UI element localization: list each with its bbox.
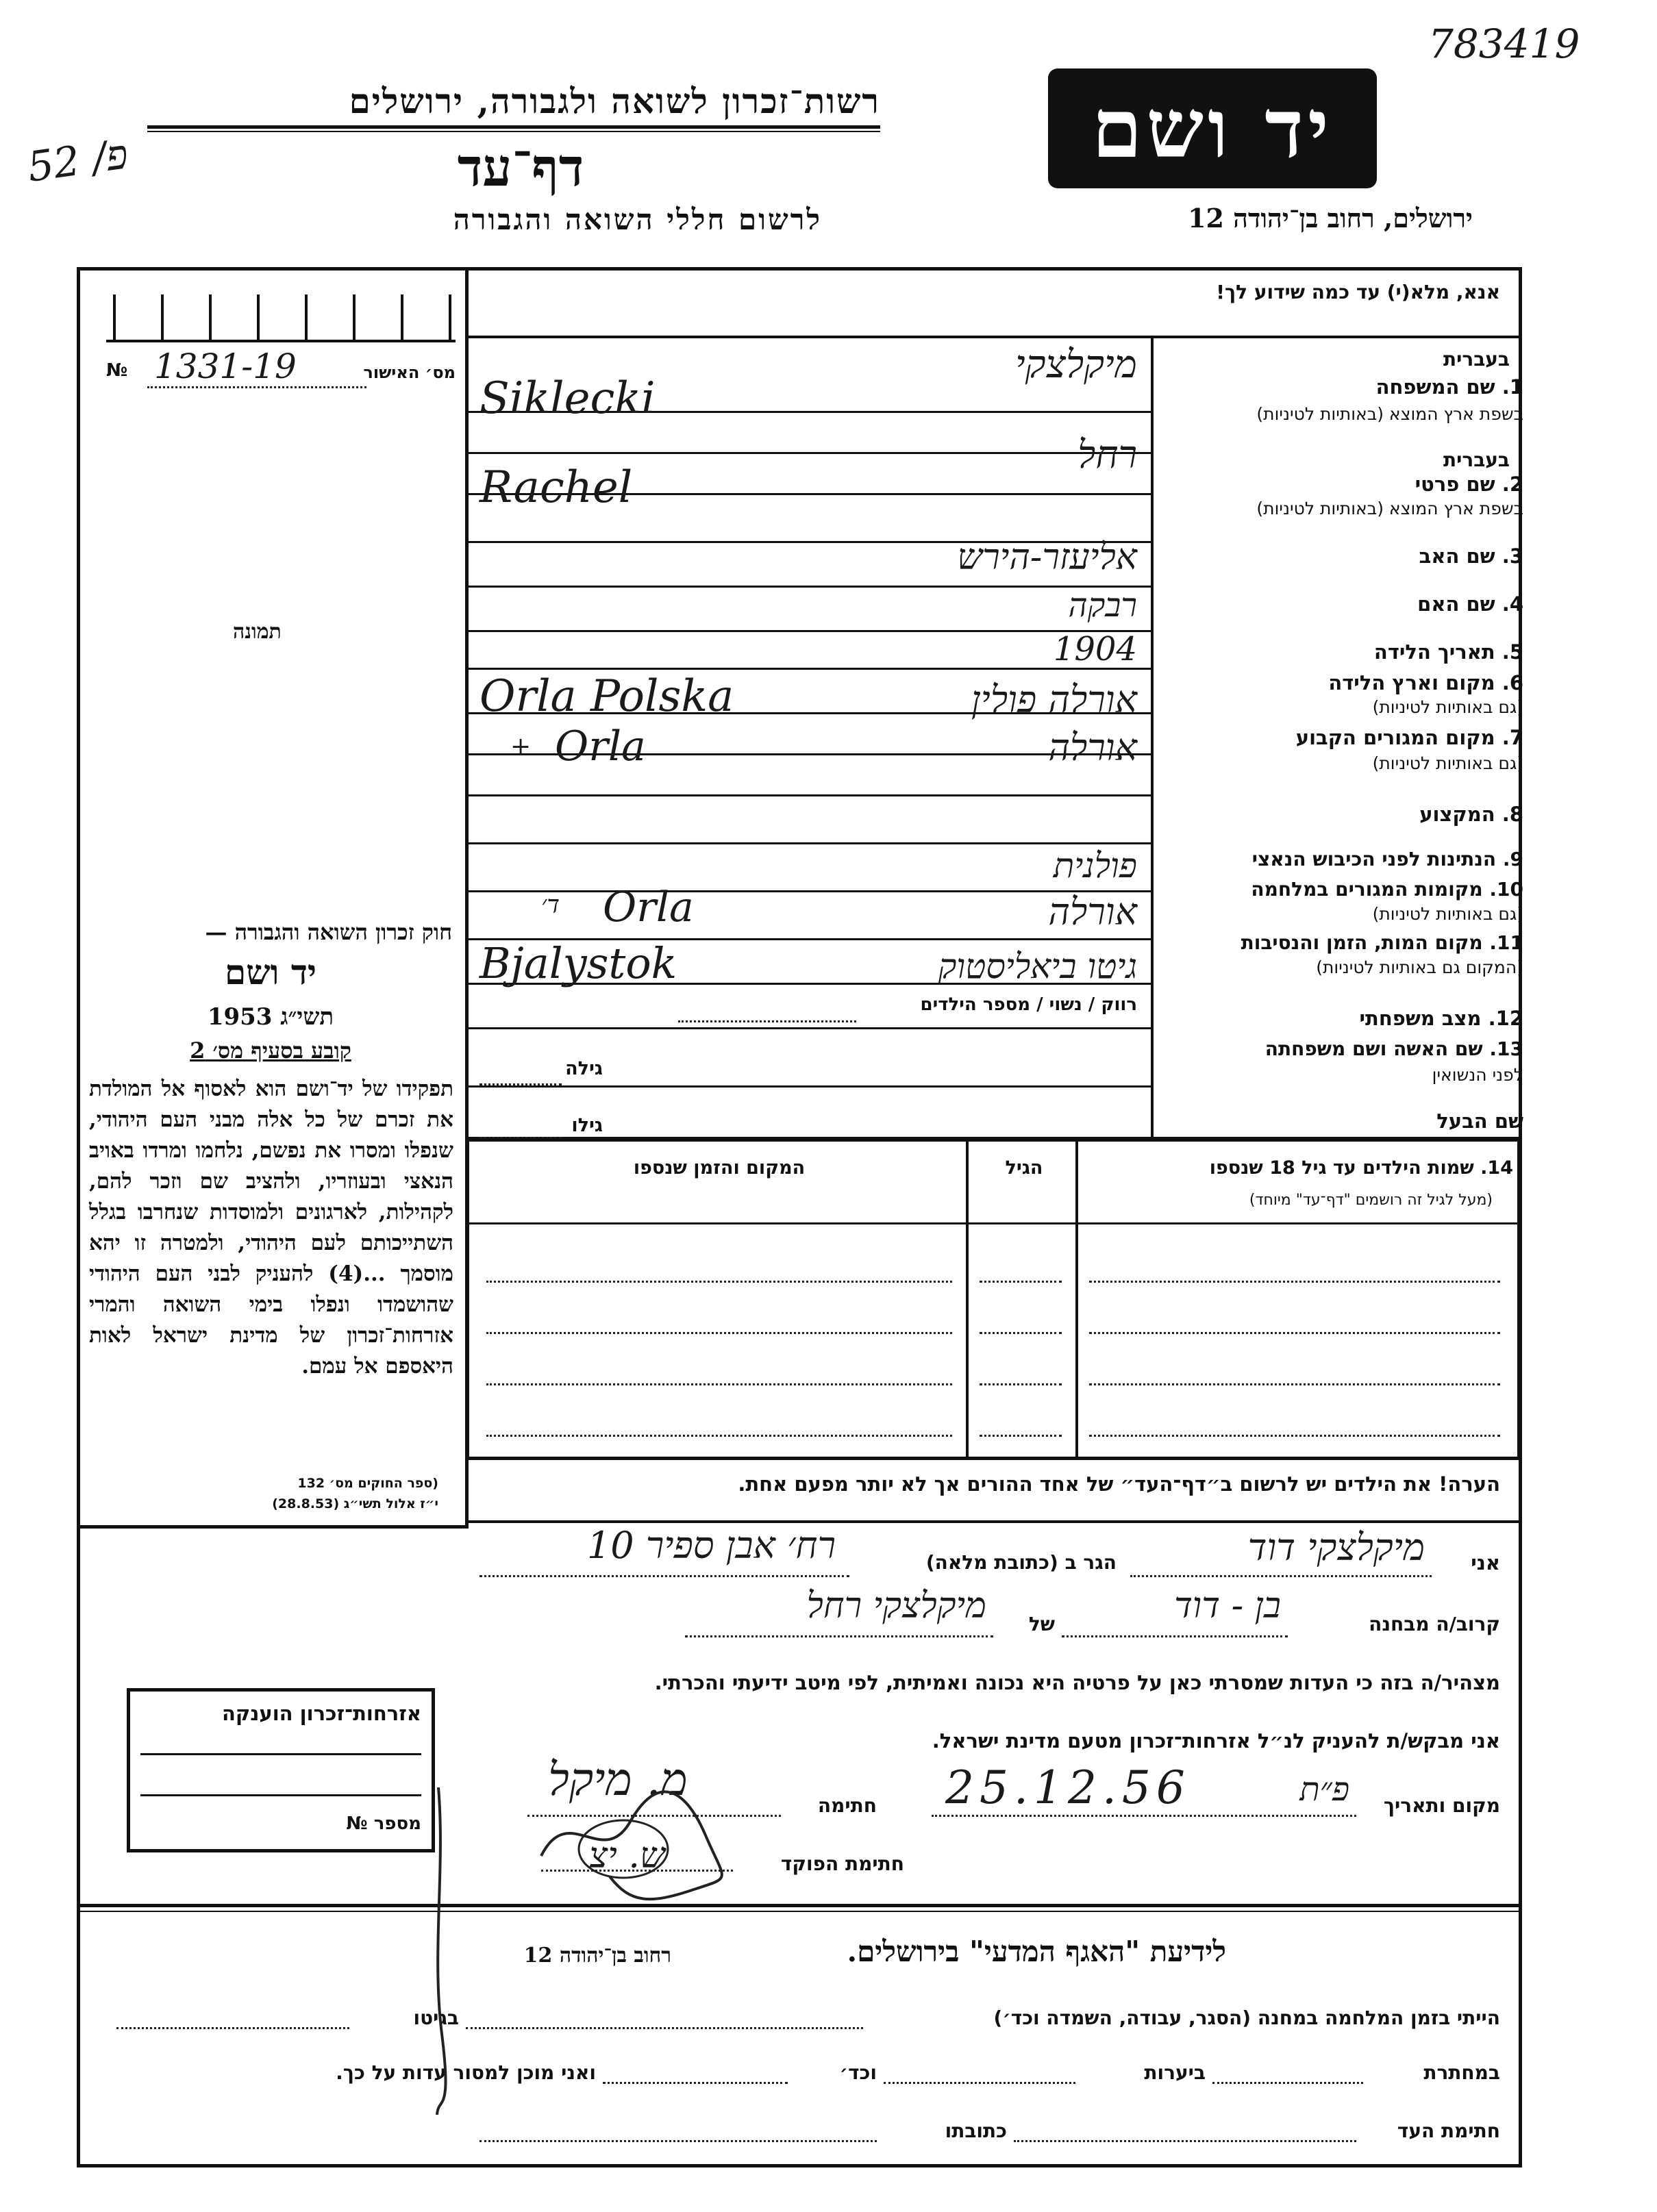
children-sub: (מעל לגיל זה רושמים "דף־עד" מיוחד) bbox=[1249, 1192, 1493, 1209]
field-12-name: מצב משפחתי bbox=[1359, 1007, 1482, 1030]
registration-number: 1331-19 bbox=[154, 347, 297, 386]
field-10-label bbox=[1251, 878, 1523, 901]
field-12-num: 12. bbox=[1488, 1007, 1523, 1030]
husband-age-label: גילו bbox=[571, 1115, 603, 1136]
pen-stroke-svg bbox=[418, 1787, 459, 2116]
field-13-name: שם האשה ושם משפחתה bbox=[1264, 1038, 1483, 1060]
victim-name: מיקלצקי רחל bbox=[806, 1585, 986, 1626]
law-source-2: י״ז אלול תשי״ג (28.8.53) bbox=[272, 1496, 438, 1511]
field-8-num: 8. bbox=[1502, 803, 1523, 826]
birthplace-latin: Orla Polska bbox=[479, 671, 734, 722]
birthplace-hebrew: אורלה פולין bbox=[971, 678, 1137, 721]
field-8-label bbox=[1419, 803, 1523, 826]
field-2-label bbox=[1415, 473, 1523, 496]
registration-number-row bbox=[106, 347, 456, 386]
field-3-num: 3. bbox=[1502, 544, 1523, 568]
field-9-num: 9. bbox=[1502, 848, 1523, 870]
field-6-sub: (גם באותיות לטיניות) bbox=[1372, 697, 1523, 717]
officer-stamp-loop bbox=[579, 1820, 668, 1878]
husband-label: שם הבעל bbox=[1436, 1109, 1523, 1133]
field-12-label bbox=[1359, 1007, 1523, 1030]
field-6-num: 6. bbox=[1502, 671, 1523, 694]
witness-name: מיקלצקי דוד bbox=[1247, 1526, 1425, 1569]
footer-heading: לידיעת "האגף המדעי" בירושלים. bbox=[847, 1935, 1226, 1968]
field-13-num: 13. bbox=[1489, 1038, 1523, 1060]
signature-scribble bbox=[541, 1792, 722, 1899]
signature-scribble-svg bbox=[527, 1774, 774, 1924]
law-year-he: תשי״ג bbox=[280, 1003, 334, 1031]
decl-relation-label: קרוב/ה מבחנה bbox=[1369, 1613, 1500, 1635]
citizenship-box-no bbox=[140, 1813, 421, 1834]
law-text: תפקידו של יד־ושם הוא לאסוף אל המולדת את זכרם של כל אלה מבני העם היהודי, שנפלו ומסרו את נפשם, נלחמו ומרדו באויב הנאצי ובעוזריו, ולהציב שם וזכר להם, לקהילות, לארגונים ולמוסדות שנחרבו בגלל השתייכותם לעם היהודי, ולמטרה זו יהא מוסמך ...(4) להעניק לבני העם היהודי שהושמדו ונפלו בימי השואה והמרי אזרחות־זכרון של מדינת ישראל לאות היאספם אל עמם. bbox=[89, 1077, 453, 1379]
field-4-num: 4. bbox=[1502, 592, 1523, 616]
signature-label: חתימה bbox=[817, 1794, 877, 1817]
field-7-sub: (גם באותיות לטיניות) bbox=[1372, 753, 1523, 773]
field-11-label bbox=[1241, 931, 1523, 954]
citizenship-box-title: אזרחות־זכרון הוענקה bbox=[221, 1702, 421, 1725]
witness-date: 25.12.56 bbox=[945, 1761, 1191, 1814]
logo-text: יד ושם bbox=[1091, 81, 1334, 176]
children-name: שמות הילדים עד גיל 18 שנספו bbox=[1209, 1157, 1474, 1179]
wartime-residence-latin: Orla bbox=[603, 883, 694, 931]
residence-death-mark: + bbox=[510, 733, 532, 761]
officer-signature: ש. יצ bbox=[589, 1835, 665, 1876]
field-7-name: מקום המגורים הקבוע bbox=[1295, 726, 1495, 749]
wartime-residence-hebrew: אורלה bbox=[1048, 890, 1137, 933]
field-4-name: שם האם bbox=[1417, 592, 1495, 616]
first-name-hebrew: רחל bbox=[1077, 433, 1137, 477]
law-clause: קובע בסעיף מס׳ 2 bbox=[190, 1038, 351, 1064]
footer-address: רחוב בן־יהודה 12 bbox=[523, 1944, 671, 1968]
field-8-name: המקצוע bbox=[1419, 803, 1495, 826]
children-num: 14. bbox=[1480, 1157, 1513, 1179]
field-10-num: 10. bbox=[1489, 878, 1523, 901]
org-name: רשות־זכרון לשואה ולגבורה, ירושלים bbox=[349, 81, 880, 121]
law-year-num: 1953 bbox=[207, 1003, 273, 1031]
field-6-label bbox=[1328, 671, 1523, 694]
citizenship-box-no-label: מספר bbox=[373, 1813, 421, 1834]
witness-address: רח׳ אבן ספיר 10 bbox=[586, 1524, 836, 1567]
pen-stroke bbox=[437, 1787, 446, 2115]
footer-forests: ביערות bbox=[1144, 2061, 1206, 2084]
field-11-name: מקום המות, הזמן והנסיבות bbox=[1241, 931, 1483, 954]
officer-signature-label: חתימת הפוקד bbox=[780, 1852, 904, 1875]
mother-name: רבקה bbox=[1068, 586, 1137, 625]
children-note bbox=[479, 1472, 1500, 1496]
note-text: את הילדים יש לרשום ב״דף־העד״ של אחד ההורים אך לא יותר מפעם אחת. bbox=[738, 1472, 1432, 1496]
death-place-hebrew: גיטו ביאליסטוק bbox=[938, 946, 1137, 986]
field-1-lang: בעברית bbox=[1443, 348, 1510, 370]
citizenship-number-sign: № bbox=[346, 1813, 368, 1834]
wife-age-label: גילה bbox=[565, 1058, 603, 1079]
witness-place: פ״ת bbox=[1299, 1770, 1349, 1809]
decl-ani: אני bbox=[1471, 1551, 1500, 1574]
surname-latin: Siklecki bbox=[479, 373, 656, 424]
first-name-latin: Rachel bbox=[479, 462, 633, 513]
field-2-lang: בעברית bbox=[1443, 449, 1510, 471]
children-label bbox=[1210, 1157, 1513, 1179]
form-title: דף־עד bbox=[457, 137, 584, 198]
photo-label: תמונה bbox=[233, 620, 282, 644]
children-table bbox=[466, 1138, 1521, 1460]
field-11-sub: (המקום גם באותיות לטיניות) bbox=[1316, 957, 1523, 977]
residence-hebrew: אורלה bbox=[1048, 726, 1137, 769]
instruction: אנא, מלא(י) עד כמה שידוע לך! bbox=[1216, 281, 1500, 303]
field-2-name: שם פרטי bbox=[1415, 473, 1495, 496]
law-title: חוק זכרון השואה והגבורה — bbox=[205, 919, 452, 945]
field-1-sub: בשפת ארץ המוצא (באותיות לטיניות) bbox=[1256, 404, 1523, 424]
field-2-num: 2. bbox=[1502, 473, 1523, 496]
field-5-label bbox=[1374, 640, 1523, 664]
margin-note: פ/ 52 bbox=[24, 130, 132, 192]
field-6-name: מקום וארץ הלידה bbox=[1328, 671, 1495, 694]
field-2-sub: בשפת ארץ המוצא (באותיות לטיניות) bbox=[1256, 499, 1523, 518]
footer-etc: וכד׳ bbox=[839, 2061, 877, 2084]
decl-request: אני מבקש/ת להעניק לנ״ל אזרחות־זכרון מטעם מדינת ישראל. bbox=[932, 1729, 1500, 1752]
field-13-label bbox=[1265, 1038, 1523, 1060]
field-5-name: תאריך הלידה bbox=[1373, 640, 1495, 664]
field-1-num: 1. bbox=[1502, 375, 1523, 399]
law-source-1: (ספר החוקים מס׳ 132 bbox=[297, 1476, 438, 1491]
law-name: יד ושם bbox=[225, 952, 316, 992]
yad-vashem-logo bbox=[1048, 68, 1377, 188]
footer-willing-testify: ואני מוכן למסור עדות על כך. bbox=[336, 2061, 596, 2084]
registration-label: מס׳ האישור bbox=[363, 363, 456, 382]
field-1-name: שם המשפחה bbox=[1375, 375, 1495, 399]
children-place-header: המקום והזמן שנספו bbox=[633, 1157, 806, 1179]
field-11-num: 11. bbox=[1489, 931, 1523, 954]
footer-witness-signature: חתימת העד bbox=[1397, 2120, 1500, 2142]
field-10-name: מקומות המגורים במלחמה bbox=[1251, 878, 1483, 901]
law-year bbox=[89, 1003, 452, 1031]
field-7-num: 7. bbox=[1502, 726, 1523, 749]
birth-date: 1904 bbox=[1053, 630, 1137, 668]
footer-ghetto: בגיטו bbox=[413, 2007, 459, 2029]
children-age-header: הגיל bbox=[1005, 1157, 1043, 1179]
decl-of-label: של bbox=[1028, 1613, 1055, 1635]
field-7-label bbox=[1296, 726, 1523, 749]
field-10-sub: (גם באותיות לטיניות) bbox=[1372, 904, 1523, 924]
field-9-name: הנתינות לפני הכיבוש הנאצי bbox=[1251, 848, 1497, 870]
father-name: אליעזר-הירש bbox=[957, 537, 1137, 578]
wartime-mark: ד׳ bbox=[541, 891, 560, 919]
field-13-sub: לפני הנשואין bbox=[1432, 1065, 1523, 1085]
archive-reference-number: 783419 bbox=[1428, 21, 1580, 67]
field-3-label bbox=[1419, 544, 1523, 568]
note-prefix: הערה! bbox=[1438, 1472, 1500, 1496]
institution-address: ירושלים, רחוב בן־יהודה 12 bbox=[1188, 203, 1473, 234]
field-9-label bbox=[1252, 848, 1523, 870]
witness-relation: בן - דוד bbox=[1174, 1585, 1281, 1626]
surname-hebrew: מיקלצקי bbox=[1014, 342, 1137, 387]
number-sign: № bbox=[106, 360, 128, 381]
field-3-name: שם האב bbox=[1419, 544, 1495, 568]
residence-latin: Orla bbox=[555, 722, 646, 770]
footer-underground: במחתרת bbox=[1423, 2061, 1500, 2084]
registration-boxes bbox=[106, 294, 456, 342]
witness-signature: מ. מיקל bbox=[548, 1753, 688, 1806]
decl-statement: מצהיר/ה בזה כי העדות שמסרתי כאן על פרטיה היא נכונה ואמיתית, לפי מיטב ידיעתי והכרתי. bbox=[654, 1671, 1500, 1694]
form-subtitle: לרשום חללי השואה והגבורה bbox=[453, 203, 822, 236]
footer-camp-text: הייתי בזמן המלחמה במחנה (הסגר, עבודה, השמדה וכד׳) bbox=[993, 2007, 1500, 2029]
death-place-latin: Bjalystok bbox=[479, 938, 677, 988]
field-4-label bbox=[1417, 592, 1523, 616]
decl-resides-label: הגר ב (כתובת מלאה) bbox=[925, 1551, 1117, 1574]
footer-witness-address: כתובתו bbox=[945, 2120, 1007, 2142]
marital-options: רווק / נשוי / מספר הילדים bbox=[920, 994, 1137, 1015]
field-5-num: 5. bbox=[1502, 640, 1523, 664]
nationality: פולנית bbox=[1053, 846, 1137, 885]
field-1-label bbox=[1376, 375, 1523, 399]
place-date-label: מקום ותאריך bbox=[1383, 1794, 1500, 1817]
